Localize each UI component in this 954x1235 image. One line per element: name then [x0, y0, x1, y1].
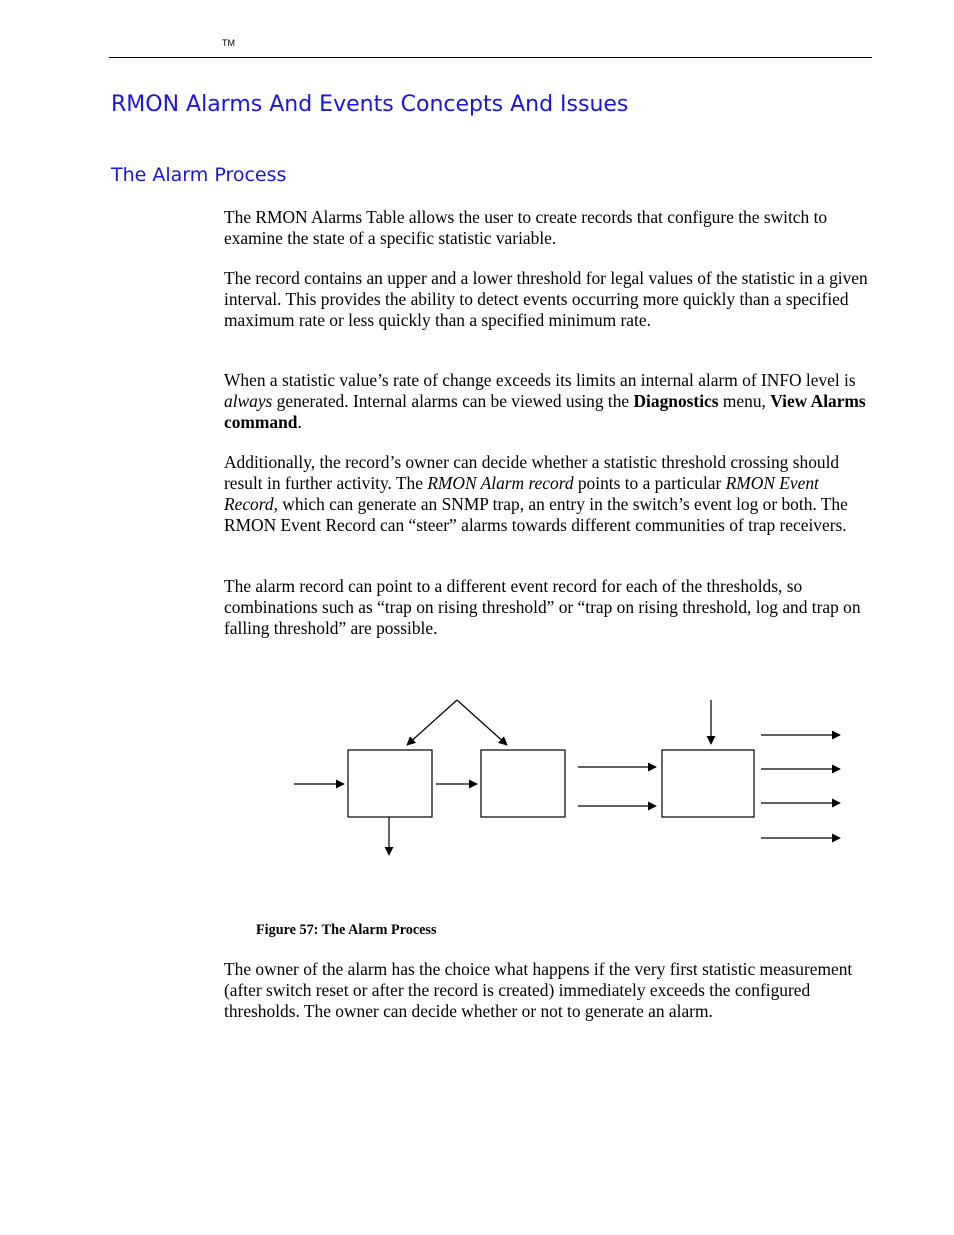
emphasis-always: always — [224, 391, 273, 411]
paragraph-event-record: Additionally, the record’s owner can decide whether a statistic threshold crossing should result in further activity. The RMON Alarm record points to a particular RMON Event Record, which can generate an SNMP trap, an entry in the switch’s event log or both. The RMON Event Record can “steer” alarms towards different communities of trap receivers. — [224, 452, 848, 535]
diagram-box-2 — [481, 750, 565, 817]
figure-caption: Figure 57: The Alarm Process — [256, 922, 437, 938]
subsection-heading: The Alarm Process — [111, 164, 287, 186]
trademark-mark: TM — [222, 38, 235, 48]
diagram-box-3 — [662, 750, 754, 817]
rmon-alarm-record-term: RMON Alarm record — [427, 473, 574, 493]
diagnostics-menu-ref: Diagnostics — [633, 391, 719, 411]
view-alarms-command-ref: View Alarms command — [224, 391, 866, 432]
paragraph-threshold-combinations: The alarm record can point to a different event record for each of the thresholds, so combinations such as “trap on rising threshold” or “trap on rising threshold, log and trap on falling threshold” are possible. — [224, 576, 861, 638]
paragraph-thresholds: The record contains an upper and a lower threshold for legal values of the statistic in a given interval. This provides the ability to detect events occurring more quickly than a specified maximum rate or less quickly than a specified minimum rate. — [224, 268, 868, 330]
paragraph-first-measurement: The owner of the alarm has the choice what happens if the very first statistic measurement (after switch reset or after the record is created) immediately exceeds the configured thresholds. The owner can decide whether or not to generate an alarm. — [224, 959, 853, 1021]
diagram-box-1 — [348, 750, 432, 817]
section-heading: RMON Alarms And Events Concepts And Issues — [111, 92, 629, 117]
rmon-event-record-term: RMON Event Record — [224, 473, 819, 514]
arrow-fork-left — [407, 700, 457, 745]
paragraph-alarms-table: The RMON Alarms Table allows the user to create records that configure the switch to examine the state of a specific statistic variable. — [224, 207, 828, 248]
paragraph-internal-alarm: When a statistic value’s rate of change exceeds its limits an internal alarm of INFO level is always generated. Internal alarms can be viewed using the Diagnostics menu, View Alarms command. — [224, 370, 866, 432]
arrow-fork-right — [457, 700, 507, 745]
